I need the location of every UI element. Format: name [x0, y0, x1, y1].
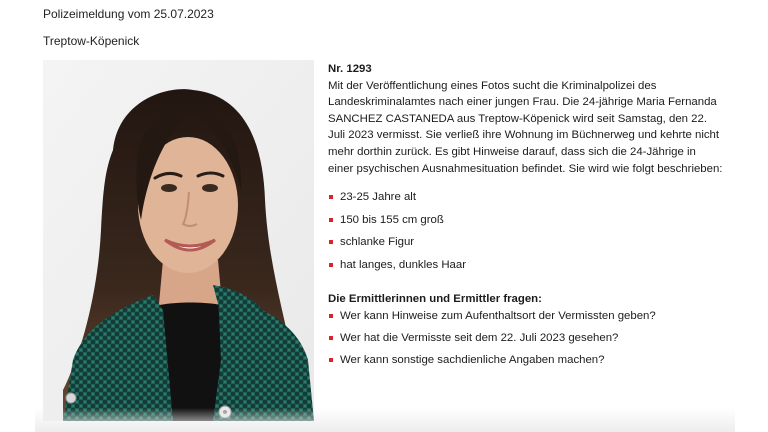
bullet-icon — [329, 240, 333, 244]
description-item — [328, 234, 723, 251]
description-item — [328, 189, 723, 206]
question-item — [328, 352, 723, 369]
report-number: Nr. 1293 — [328, 63, 372, 75]
description-text: 150 bis 155 cm groß — [340, 213, 444, 226]
question-text: Wer kann Hinweise zum Aufenthaltsort der Vermissten geben? — [340, 309, 656, 322]
description-text: schlanke Figur — [340, 236, 415, 249]
description-text: hat langes, dunkles Haar — [340, 258, 467, 271]
question-item — [328, 308, 723, 325]
description-item — [328, 212, 723, 229]
bottom-fade-divider — [35, 408, 735, 432]
district-label: Treptow-Köpenick — [43, 34, 140, 48]
bullet-icon — [329, 218, 333, 222]
bullet-icon — [329, 195, 333, 199]
bullet-icon — [329, 263, 333, 267]
description-item — [328, 257, 723, 274]
question-item — [328, 330, 723, 347]
question-text: Wer kann sonstige sachdienliche Angaben machen? — [340, 353, 605, 366]
missing-person-photo — [43, 60, 314, 421]
report-content — [328, 61, 723, 374]
questions-list — [328, 308, 723, 369]
press-release-date: Polizeimeldung vom 25.07.2023 — [43, 7, 214, 21]
questions-heading: Die Ermittlerinnen und Ermittler fragen: — [328, 293, 542, 306]
bullet-icon — [329, 314, 333, 318]
portrait-illustration — [43, 60, 314, 421]
report-lead-paragraph: Mit der Veröffentlichung eines Fotos sucht die Kriminalpolizei des Landeskriminalamtes nach einer jungen Frau. Die 24-jährige Maria Fernanda SANCHEZ CASTANEDA aus Treptow-Köpenick wird seit Samstag, den 22. Juli 2023 vermisst. Sie verließ ihre Wohnung im Büchnerweg und kehrte nicht mehr dorthin zurück. Es gibt Hinweise darauf, dass sich die 24-Jährige in einer psychischen Ausnahmesituation befindet. Sie wird wie folgt beschrieben: — [328, 79, 723, 175]
description-list — [328, 189, 723, 273]
bullet-icon — [329, 336, 333, 340]
question-text: Wer hat die Vermisste seit dem 22. Juli 2023 gesehen? — [340, 331, 619, 344]
description-text: 23-25 Jahre alt — [340, 191, 416, 204]
bullet-icon — [329, 358, 333, 362]
